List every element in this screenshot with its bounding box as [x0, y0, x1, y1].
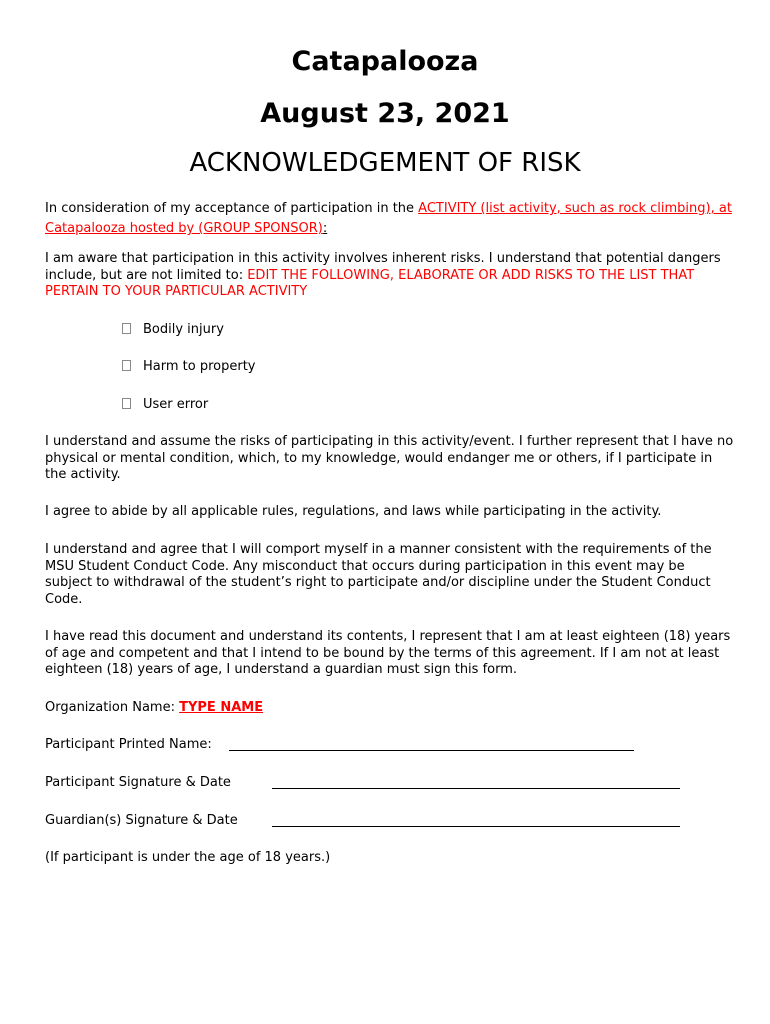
- organization-name-field: [45, 700, 263, 716]
- risk-item-label: User error: [143, 397, 209, 412]
- intro-tail: :: [322, 221, 328, 236]
- assume-risk-paragraph: I understand and assume the risks of participating in this activity/event. I further represent that I have no physical or mental condition, which, to my knowledge, would endanger me or others, if I participate in the activity.: [45, 434, 734, 483]
- bullet-glyph-icon: [122, 398, 131, 409]
- organization-name-label: Organization Name:: [45, 700, 180, 715]
- bullet-glyph-icon: [122, 360, 131, 371]
- risk-item-label: Harm to property: [143, 359, 256, 374]
- intro-paragraph: [45, 199, 735, 239]
- organization-name-value[interactable]: TYPE NAME: [179, 700, 264, 715]
- guardian-signature-line[interactable]: [272, 826, 680, 827]
- guardian-signature-label: Guardian(s) Signature & Date: [45, 813, 238, 828]
- risk-item-label: Bodily injury: [143, 322, 224, 337]
- printed-name-label: Participant Printed Name:: [45, 737, 212, 752]
- bullet-glyph-icon: [122, 323, 131, 334]
- printed-name-line[interactable]: [229, 750, 634, 751]
- activity-placeholder: ACTIVITY (list activity, such as rock climbing), at Catapalooza hosted by (GROUP SPONSOR): [45, 201, 732, 236]
- risks-instruction: EDIT THE FOLLOWING, ELABORATE OR ADD RISKS TO THE LIST THAT PERTAIN TO YOUR PARTICULAR ACTIVITY: [45, 267, 695, 300]
- risk-item: [122, 397, 208, 413]
- signature-label: Participant Signature & Date: [45, 775, 231, 790]
- event-name: Catapalooza: [291, 46, 479, 77]
- risks-lead: I am aware that participation in this activity involves inherent risks. I understand that potential dangers include, but are not limited to:: [45, 251, 721, 283]
- risk-item: [122, 359, 256, 375]
- intro-lead: In consideration of my acceptance of participation in the: [45, 201, 419, 216]
- signature-line[interactable]: [272, 788, 680, 789]
- guardian-note: (If participant is under the age of 18 years.): [45, 850, 331, 865]
- read-agreement-paragraph: I have read this document and understand its contents, I represent that I am at least eighteen (18) years of age and competent and that I intend to be bound by the terms of this agreement. If I am not at least eighteen (18) years of age, I understand a guardian must sign this form.: [45, 629, 731, 678]
- conduct-paragraph: I understand and agree that I will comport myself in a manner consistent with the requirements of the MSU Student Conduct Code. Any misconduct that occurs during participation in this event may be subject to withdrawal of the student’s right to participate and/or discipline under the Student Conduct Code.: [45, 542, 712, 607]
- risk-item: [122, 322, 224, 338]
- event-date: August 23, 2021: [260, 98, 510, 129]
- rules-paragraph: I agree to abide by all applicable rules, regulations, and laws while participating in the activity.: [45, 504, 662, 519]
- risks-paragraph: [45, 251, 735, 301]
- document-title: ACKNOWLEDGEMENT OF RISK: [189, 148, 581, 178]
